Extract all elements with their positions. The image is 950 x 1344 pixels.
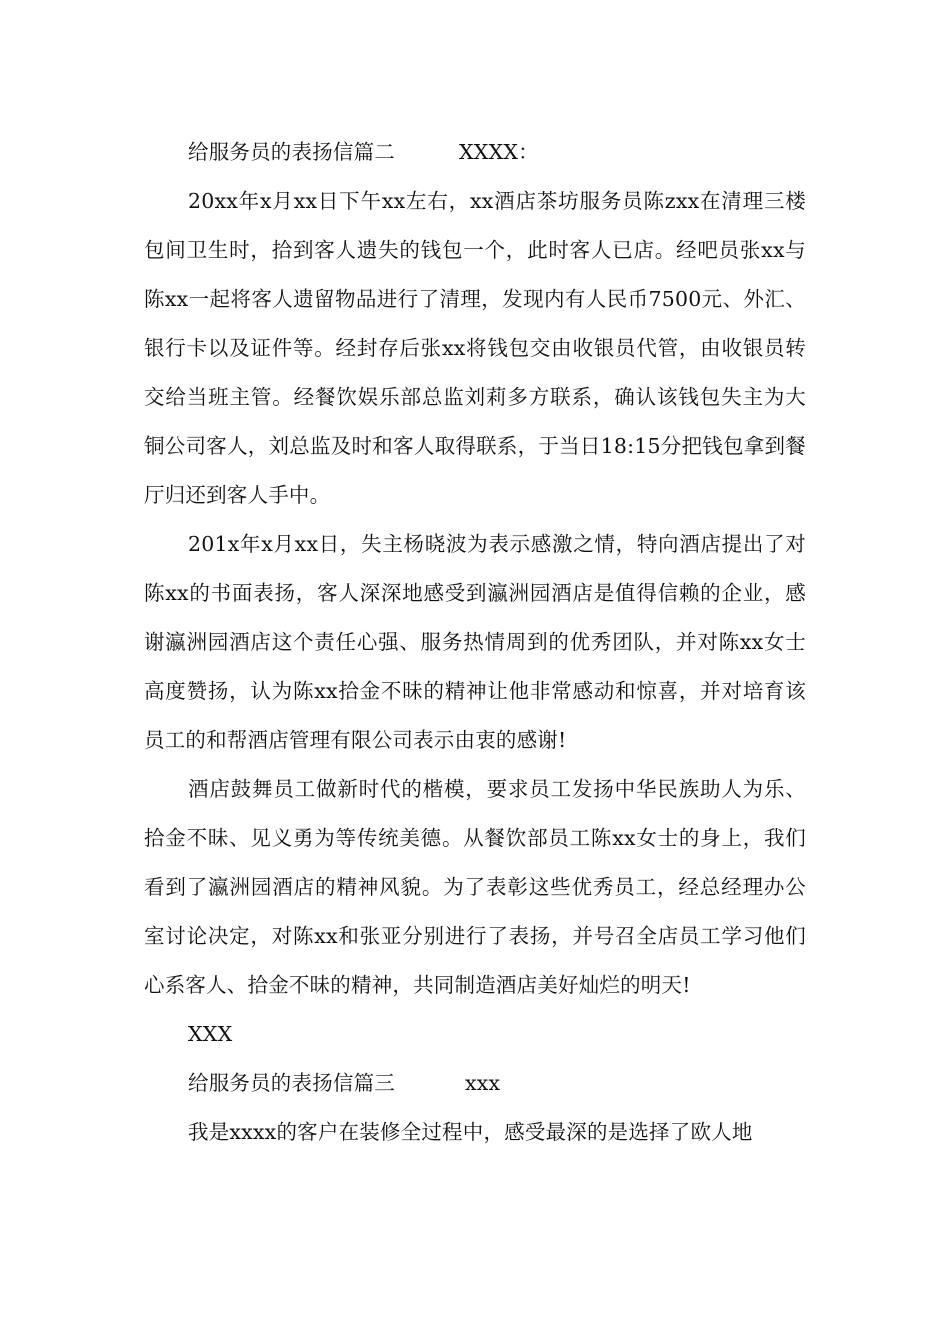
section-heading-3 bbox=[144, 1059, 806, 1108]
signature: XXX bbox=[188, 1022, 233, 1046]
salutation: xxx bbox=[465, 1071, 501, 1095]
paragraph: 20xx年x月xx日下午xx左右，xx酒店茶坊服务员陈zxx在清理三楼包间卫生时，拾到客人遗失的钱包一个，此时客人已店。经吧员张xx与陈xx一起将客人遗留物品进行了清理，发现内有人民币7500元、外汇、银行卡以及证件等。经封存后张xx将钱包交由收银员代管，由收银员转交给当班主管。经餐饮娱乐部总监刘莉多方联系，确认该钱包失主为大铜公司客人，刘总监及时和客人取得联系，于当日18:15分把钱包拿到餐厅归还到客人手中。 bbox=[144, 189, 806, 507]
heading-title: 给服务员的表扬信篇二 bbox=[188, 140, 395, 164]
paragraph: 我是xxxx的客户在装修全过程中，感受最深的是选择了欧人地 bbox=[188, 1120, 753, 1144]
paragraph: 酒店鼓舞员工做新时代的楷模，要求员工发扬中华民族助人为乐、拾金不昧、见义勇为等传统美德。从餐饮部员工陈xx女士的身上，我们看到了瀛洲园酒店的精神风貌。为了表彰这些优秀员工，经总经理办公室讨论决定，对陈xx和张亚分别进行了表扬，并号召全店员工学习他们心系客人、拾金不昧的精神，共同制造酒店美好灿烂的明天! bbox=[144, 777, 806, 997]
section-heading-2 bbox=[144, 128, 806, 177]
salutation: XXXX： bbox=[459, 140, 539, 164]
document-body bbox=[144, 128, 806, 1157]
paragraph: 201x年x月xx日，失主杨晓波为表示感激之情，特向酒店提出了对陈xx的书面表扬，客人深深地感受到瀛洲园酒店是值得信赖的企业，感谢瀛洲园酒店这个责任心强、服务热情周到的优秀团队，并对陈xx女士高度赞扬，认为陈xx拾金不昧的精神让他非常感动和惊喜，并对培育该员工的和帮酒店管理有限公司表示由衷的感谢! bbox=[144, 532, 806, 752]
heading-title: 给服务员的表扬信篇三 bbox=[188, 1071, 395, 1095]
